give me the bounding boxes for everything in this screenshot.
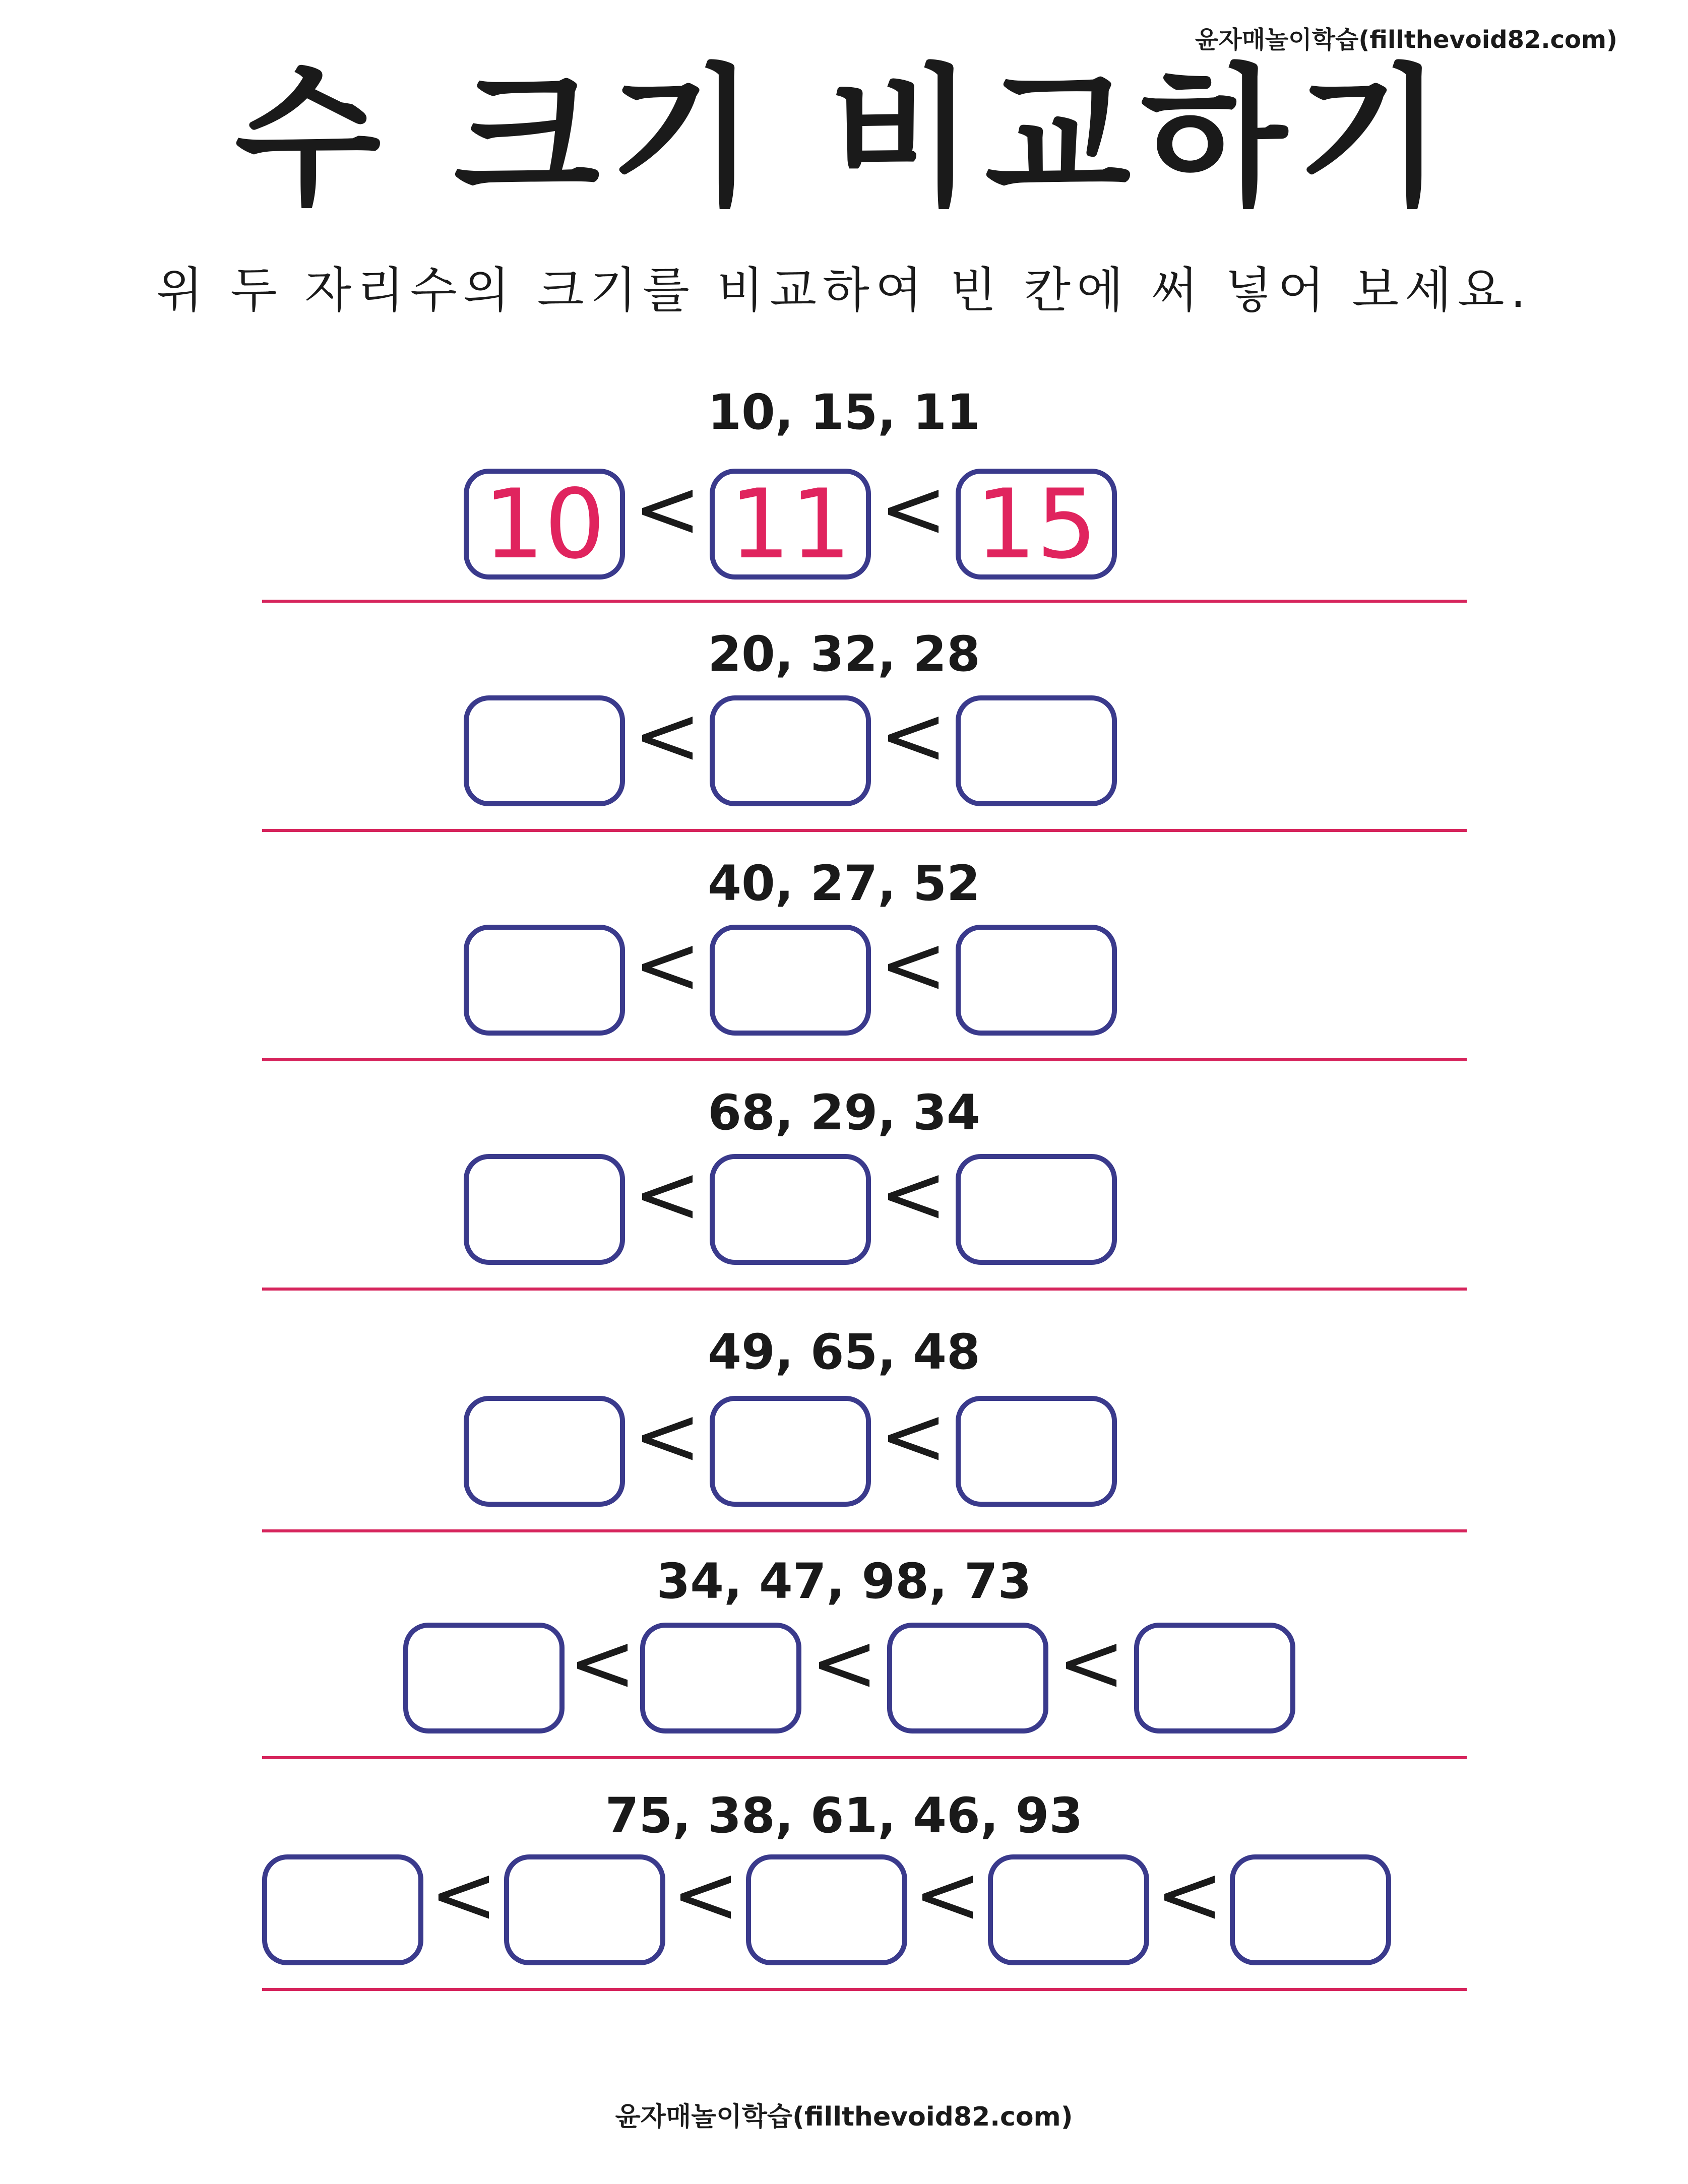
problem-numbers: 40, 27, 52 [708,855,980,912]
less-than-sign: < [879,688,948,783]
answer-box[interactable] [956,1396,1117,1507]
less-than-sign: < [429,1847,498,1942]
less-than-sign: < [879,918,948,1012]
answer-box[interactable] [464,1396,625,1507]
answer-box[interactable]: 10 [464,469,625,580]
answer-row [464,1389,1117,1507]
less-than-sign: < [633,462,702,556]
answer-box[interactable] [710,1154,871,1265]
answer-box[interactable] [956,1154,1117,1265]
problem-numbers: 68, 29, 34 [708,1084,980,1141]
divider-line [262,1756,1467,1759]
answer-box[interactable]: 15 [956,469,1117,580]
less-than-sign: < [671,1847,740,1942]
problem-numbers: 20, 32, 28 [708,626,980,682]
answer-row [464,1147,1117,1265]
answer-box[interactable] [1134,1623,1295,1733]
answer-box[interactable] [956,925,1117,1036]
less-than-sign: < [879,462,948,556]
answer-box[interactable] [1230,1854,1391,1965]
divider-line [262,829,1467,832]
less-than-sign: < [1155,1847,1224,1942]
answer-box[interactable] [464,925,625,1036]
answer-box[interactable] [504,1854,665,1965]
divider-line [262,1058,1467,1061]
answer-box[interactable] [403,1623,565,1733]
less-than-sign: < [810,1616,879,1710]
worksheet-title: 수 크기 비교하기 [234,50,1454,226]
less-than-sign: < [1057,1616,1126,1710]
answer-box[interactable] [464,1154,625,1265]
problem-numbers: 49, 65, 48 [708,1324,980,1380]
less-than-sign: < [879,1147,948,1241]
answer-row [464,688,1117,806]
less-than-sign: < [633,1389,702,1483]
less-than-sign: < [633,688,702,783]
divider-line [262,1988,1467,1991]
answer-box[interactable] [262,1854,423,1965]
less-than-sign: < [879,1389,948,1483]
less-than-sign: < [913,1847,982,1942]
answer-box[interactable] [710,695,871,806]
answer-row [464,462,1117,580]
divider-line [262,1529,1467,1532]
answer-row [403,1616,1295,1733]
answer-box[interactable] [640,1623,801,1733]
answer-box[interactable]: 11 [710,469,871,580]
less-than-sign: < [633,918,702,1012]
answer-box[interactable] [746,1854,907,1965]
divider-line [262,600,1467,603]
answer-box[interactable] [956,695,1117,806]
answer-box[interactable] [710,1396,871,1507]
divider-line [262,1288,1467,1291]
instruction-text: 위 두 자리수의 크기를 비교하여 빈 칸에 써 넣어 보세요. [156,262,1532,318]
answer-row [464,918,1117,1036]
footer-credit: 윤자매놀이학습(fillthevoid82.com) [615,2102,1073,2132]
answer-box[interactable] [464,695,625,806]
answer-box[interactable] [710,925,871,1036]
less-than-sign: < [568,1616,637,1710]
problem-numbers: 34, 47, 98, 73 [656,1553,1032,1610]
problem-numbers: 75, 38, 61, 46, 93 [605,1787,1083,1844]
answer-box[interactable] [887,1623,1048,1733]
less-than-sign: < [633,1147,702,1241]
problem-numbers: 10, 15, 11 [708,384,980,440]
header-credit: 윤자매놀이학습(fillthevoid82.com) [1195,26,1617,54]
answer-row [262,1847,1391,1965]
answer-box[interactable] [988,1854,1149,1965]
